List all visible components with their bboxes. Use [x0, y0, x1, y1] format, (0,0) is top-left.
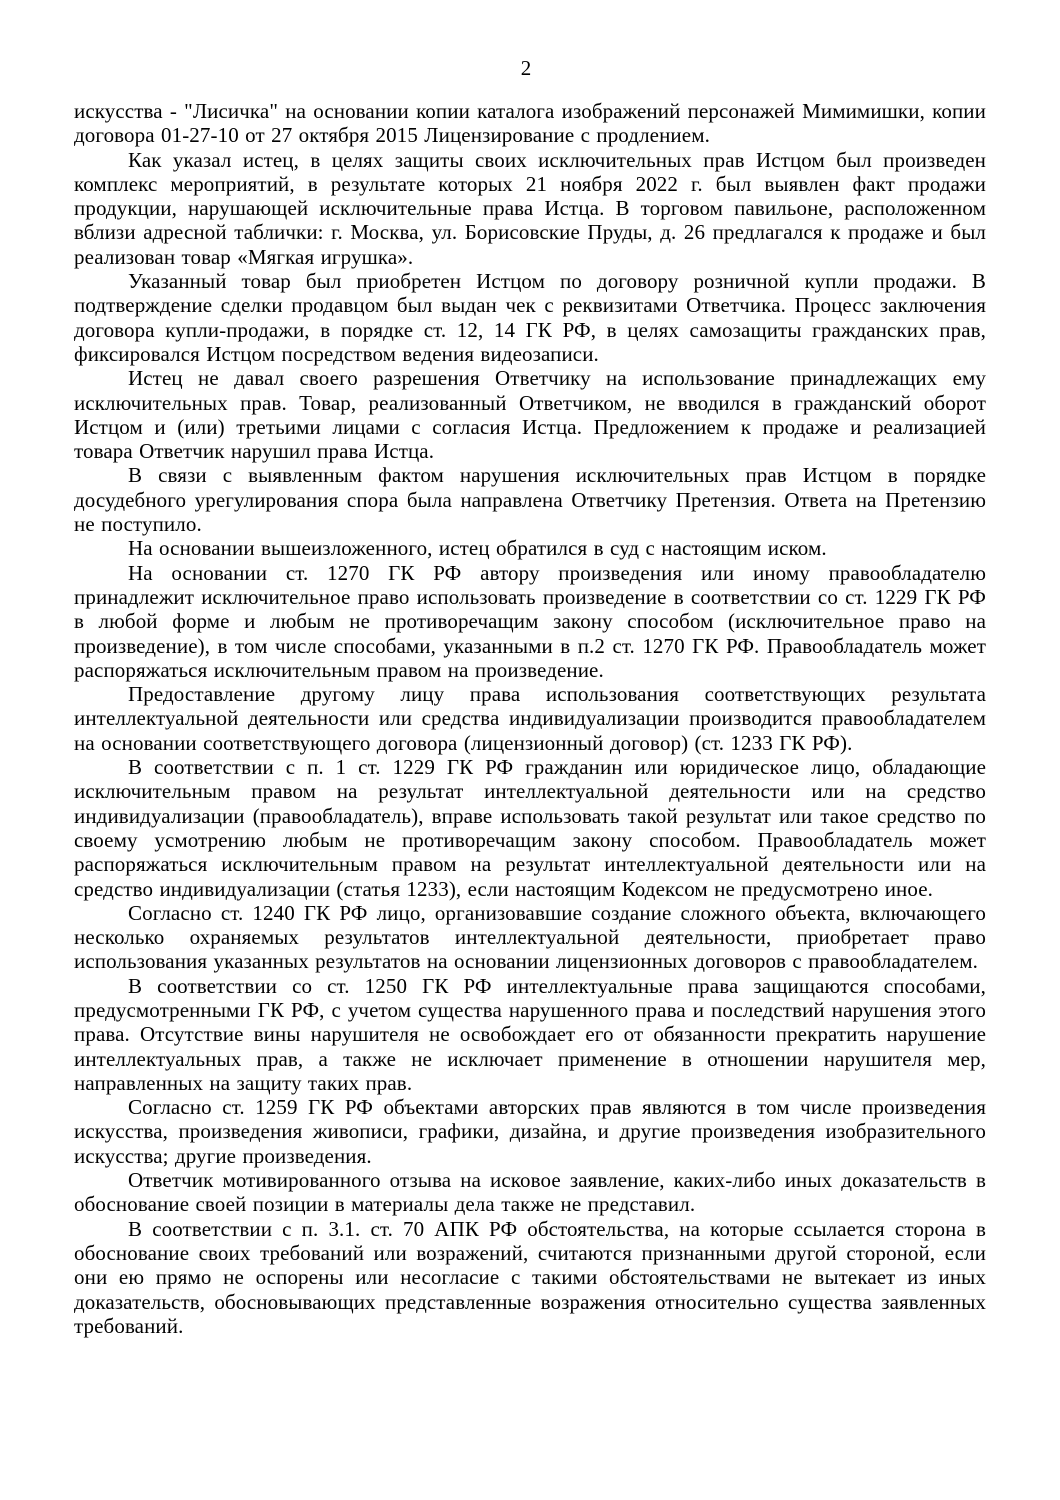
paragraph-5: В связи с выявленным фактом нарушения исключительных прав Истцом в порядке досудебного урегулирования спора была направлена Ответчику Претензия. Ответа на Претензию не поступило. — [74, 463, 986, 537]
paragraph-11: В соответствии со ст. 1250 ГК РФ интеллектуальные права защищаются способами, предусмотренными ГК РФ, с учетом существа нарушенного права и последствий нарушения этого права. Отсутствие вины нарушителя не освобождает его от обязанности прекратить нарушение интеллектуальных прав, а также не исключает применение в отношении нарушителя мер, направленных на защиту таких прав. — [74, 973, 986, 1095]
paragraph-14: В соответствии с п. 3.1. ст. 70 АПК РФ обстоятельства, на которые ссылается сторона в обоснование своих требований или возражений, считаются признанными другой стороной, если они ею прямо не оспорены или несогласие с такими обстоятельствами не вытекает из иных доказательств, обосновывающих представленные возражения относительно существа заявленных требований. — [74, 1216, 986, 1338]
paragraph-9: В соответствии с п. 1 ст. 1229 ГК РФ гражданин или юридическое лицо, обладающие исключительным правом на результат интеллектуальной деятельности или на средство индивидуализации (правообладатель), вправе использовать такой результат или такое средство по своему усмотрению любым не противоречащим закону способом. Правообладатель может распоряжаться исключительным правом на результат интеллектуальной деятельности или на средство индивидуализации (статья 1233), если настоящим Кодексом не предусмотрено иное. — [74, 755, 986, 901]
paragraph-12: Согласно ст. 1259 ГК РФ объектами авторских прав являются в том числе произведения искусства, произведения живописи, графики, дизайна, и другие произведения изобразительного искусства; другие произведения. — [74, 1095, 986, 1168]
paragraph-10: Согласно ст. 1240 ГК РФ лицо, организовавшие создание сложного объекта, включающего несколько охраняемых результатов интеллектуальной деятельности, приобретает право использования указанных результатов на основании лицензионных договоров с правообладателем. — [74, 900, 986, 974]
paragraph-6: На основании вышеизложенного, истец обратился в суд с настоящим иском. — [128, 536, 827, 561]
paragraph-2: Как указал истец, в целях защиты своих исключительных прав Истцом был произведен комплекс мероприятий, в результате которых 21 ноября 2022 г. был выявлен факт продажи продукции, нарушающей исключительные права Истца. В торговом павильоне, расположенном вблизи адресной таблички: г. Москва, ул. Борисовские Пруды, д. 26 предлагался к продаже и был реализован товар «Мягкая игрушка». — [74, 147, 986, 269]
paragraph-8: Предоставление другому лицу права использования соответствующих результата интеллектуальной деятельности или средства индивидуализации производится правообладателем на основании соответствующего договора (лицензионный договор) (ст. 1233 ГК РФ). — [74, 682, 986, 755]
document-body — [74, 99, 986, 1338]
paragraph-7: На основании ст. 1270 ГК РФ автору произведения или иному правообладателю принадлежит исключительное право использовать произведение в соответствии со ст. 1229 ГК РФ в любой форме и любым не противоречащим закону способом (исключительное право на произведение), в том числе способами, указанными в п.2 ст. 1270 ГК РФ. Правообладатель может распоряжаться исключительным правом на произведение. — [74, 560, 986, 682]
paragraph-4: Истец не давал своего разрешения Ответчику на использование принадлежащих ему исключительных прав. Товар, реализованный Ответчиком, не вводился в гражданский оборот Истцом и (или) третьими лицами с согласия Истца. Предложением к продаже и реализацией товара Ответчик нарушил права Истца. — [74, 366, 986, 464]
page-number: 2 — [520, 56, 532, 80]
paragraph-3: Указанный товар был приобретен Истцом по договору розничной купли продажи. В подтверждение сделки продавцом был выдан чек с реквизитами Ответчика. Процесс заключения договора купли-продажи, в порядке ст. 12, 14 ГК РФ, в целях самозащиты гражданских прав, фиксировался Истцом посредством ведения видеозаписи. — [74, 269, 986, 366]
paragraph-13: Ответчик мотивированного отзыва на исковое заявление, каких-либо иных доказательств в обоснование своей позиции в материалы дела также не представил. — [74, 1168, 986, 1217]
paragraph-continuation: искусства - "Лисичка" на основании копии каталога изображений персонажей Мимимишки, копии договора 01-27-10 от 27 октября 2015 Лицензирование с продлением. — [74, 99, 986, 148]
